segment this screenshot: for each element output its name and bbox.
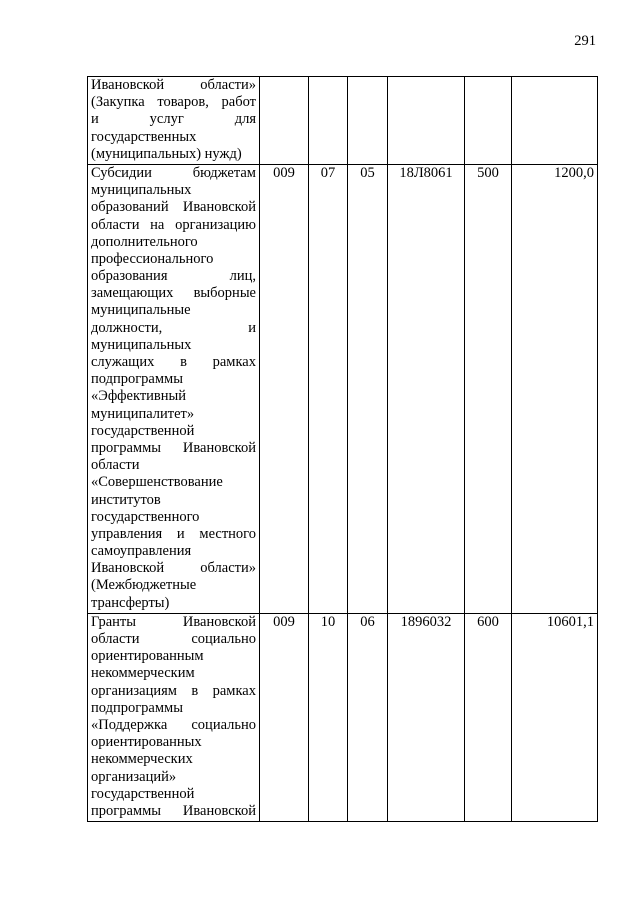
ministry-code-cell: 009 — [260, 613, 309, 821]
amount-cell: 10601,1 — [512, 613, 598, 821]
row-description — [88, 613, 260, 821]
subsection-code-cell — [348, 77, 388, 165]
description-line: «Совершенствование — [91, 474, 223, 491]
expense-type-code-cell: 500 — [465, 164, 512, 613]
ministry-code-cell — [260, 77, 309, 165]
description-line: организациям в рамках — [91, 682, 256, 699]
page-number: 291 — [574, 33, 596, 49]
description-line: ориентированных — [91, 734, 202, 751]
row-description — [88, 77, 260, 165]
description-line: государственного — [91, 508, 200, 525]
description-line: муниципалитет» — [91, 405, 195, 422]
subsection-code-cell: 06 — [348, 613, 388, 821]
description-line: подпрограммы — [91, 371, 183, 388]
row-description — [88, 164, 260, 613]
description-line: области — [91, 457, 140, 474]
description-line: государственной — [91, 422, 195, 439]
description-line: некоммерческих — [91, 751, 193, 768]
description-line: Ивановской области» — [91, 77, 256, 93]
table-row — [88, 613, 598, 821]
description-line: некоммерческим — [91, 665, 195, 682]
description-line: (Межбюджетные — [91, 577, 197, 594]
description-line: ориентированным — [91, 648, 204, 665]
ministry-code-cell: 009 — [260, 164, 309, 613]
description-line: «Поддержка социально — [91, 716, 256, 733]
description-line: Ивановской области» — [91, 560, 256, 577]
amount-cell — [512, 77, 598, 165]
description-line: организаций» — [91, 768, 177, 785]
description-line: образования лиц, — [91, 268, 256, 285]
expense-type-code-cell: 600 — [465, 613, 512, 821]
description-line: профессионального — [91, 250, 214, 267]
description-line: трансферты) — [91, 594, 170, 611]
description-line: государственной — [91, 785, 195, 802]
section-code-cell: 10 — [309, 613, 348, 821]
description-line: дополнительного — [91, 233, 198, 250]
description-line: служащих в рамках — [91, 354, 256, 370]
description-line: «Эффективный — [91, 388, 187, 405]
description-line: программы Ивановской — [91, 439, 256, 456]
description-line: самоуправления — [91, 543, 192, 560]
description-line: муниципальные — [91, 302, 191, 319]
subsection-code-cell: 05 — [348, 164, 388, 613]
budget-table — [87, 76, 598, 822]
description-line: и услуг для — [91, 111, 256, 128]
amount-cell: 1200,0 — [512, 164, 598, 613]
description-line: (Закупка товаров, работ — [91, 94, 256, 111]
target-article-code-cell: 1896032 — [388, 613, 465, 821]
table-row — [88, 164, 598, 613]
description-line: области на организацию — [91, 216, 256, 233]
description-line: институтов — [91, 491, 161, 508]
table-row — [88, 77, 598, 165]
description-line: подпрограммы — [91, 699, 183, 716]
description-line: области социально — [91, 631, 256, 647]
description-line: муниципальных — [91, 336, 192, 353]
description-line: (муниципальных) нужд) — [91, 145, 242, 162]
section-code-cell — [309, 77, 348, 165]
description-line: должности, и — [91, 319, 256, 336]
description-line: муниципальных — [91, 182, 192, 199]
description-line: образований Ивановской — [91, 199, 256, 216]
description-line: государственных — [91, 128, 197, 145]
section-code-cell: 07 — [309, 164, 348, 613]
description-line: управления и местного — [91, 525, 256, 542]
description-line: замещающих выборные — [91, 285, 256, 302]
description-line: Гранты Ивановской — [91, 613, 256, 630]
expense-type-code-cell — [465, 77, 512, 165]
description-line: Субсидии бюджетам — [91, 164, 256, 181]
target-article-code-cell — [388, 77, 465, 165]
description-line: программы Ивановской — [91, 802, 256, 819]
target-article-code-cell: 18Л8061 — [388, 164, 465, 613]
